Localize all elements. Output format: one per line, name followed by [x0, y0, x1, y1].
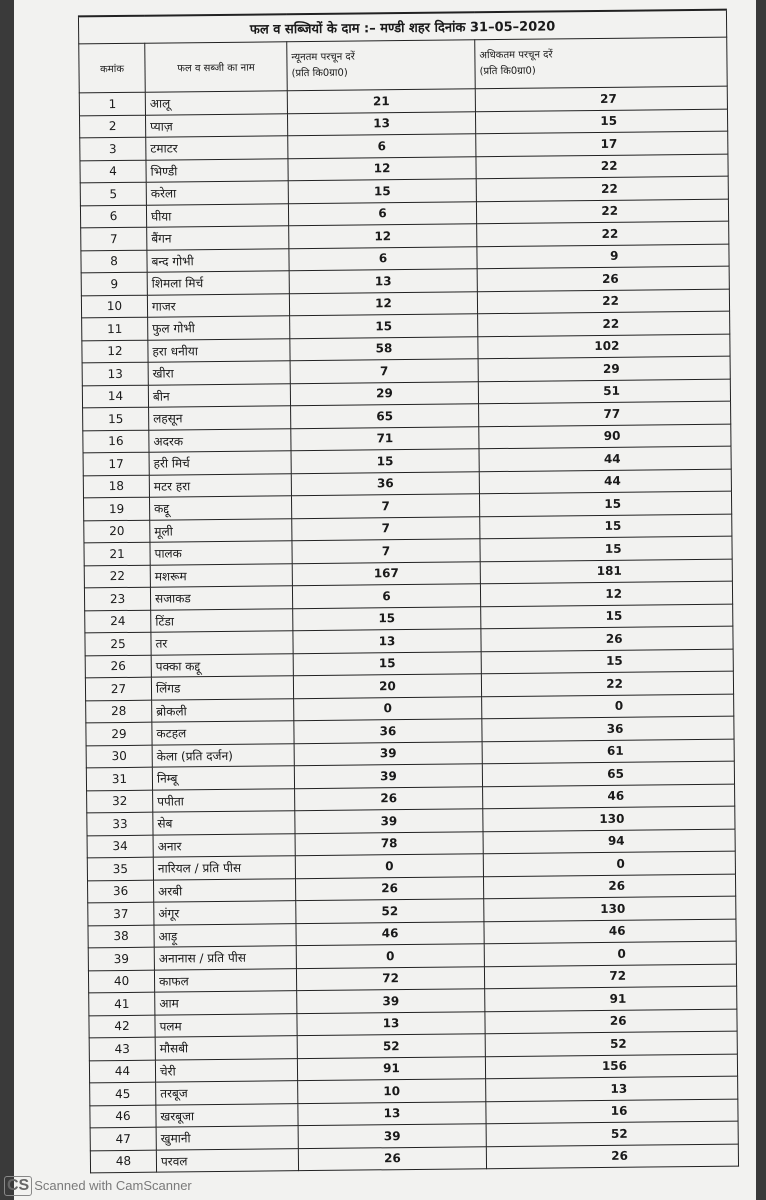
- serial-cell: 43: [89, 1037, 155, 1060]
- max-rate-cell: 91: [485, 986, 737, 1011]
- serial-cell: 26: [85, 655, 151, 678]
- item-name-cell: करेला: [146, 181, 288, 205]
- header-item-name: फल व सब्जी का नाम: [145, 42, 288, 92]
- serial-cell: 22: [84, 565, 150, 588]
- max-rate-cell: 46: [484, 919, 736, 944]
- serial-cell: 40: [88, 970, 154, 993]
- header-serial: कमांक: [79, 43, 146, 93]
- item-name-cell: प्याज़: [145, 113, 287, 137]
- max-rate-cell: 26: [481, 626, 733, 651]
- min-rate-cell: 20: [293, 674, 481, 698]
- min-rate-cell: 7: [291, 494, 479, 518]
- serial-cell: 44: [89, 1060, 155, 1083]
- max-rate-cell: 52: [486, 1121, 738, 1146]
- serial-cell: 9: [81, 272, 147, 295]
- min-rate-cell: 6: [292, 584, 480, 608]
- item-name-cell: आम: [155, 991, 297, 1015]
- item-name-cell: पलम: [155, 1013, 297, 1037]
- min-rate-cell: 167: [292, 561, 480, 585]
- item-name-cell: नारियल / प्रति पीस: [153, 856, 295, 880]
- max-rate-cell: 15: [480, 514, 732, 539]
- serial-cell: 10: [81, 295, 147, 318]
- max-rate-cell: 17: [476, 131, 728, 156]
- serial-cell: 46: [90, 1105, 156, 1128]
- item-name-cell: बीन: [148, 383, 290, 407]
- watermark-text: Scanned with CamScanner: [34, 1178, 192, 1193]
- item-name-cell: खीरा: [148, 361, 290, 385]
- header-max-rate: [475, 37, 727, 89]
- item-name-cell: मूली: [150, 518, 292, 542]
- serial-cell: 14: [82, 385, 148, 408]
- serial-cell: 47: [90, 1127, 156, 1150]
- min-rate-cell: 12: [289, 291, 477, 315]
- item-name-cell: लिंगड: [151, 676, 293, 700]
- max-rate-cell: 51: [478, 379, 730, 404]
- page-title: फल व सब्जियों के दाम :– मण्डी शहर दिनांक 31–05–2020: [78, 10, 726, 44]
- item-name-cell: गाजर: [147, 293, 289, 317]
- serial-cell: 37: [88, 902, 154, 925]
- item-name-cell: तर: [151, 631, 293, 655]
- item-name-cell: अरबी: [153, 878, 295, 902]
- serial-cell: 29: [86, 722, 152, 745]
- item-name-cell: टमाटर: [146, 136, 288, 160]
- serial-cell: 48: [90, 1150, 156, 1173]
- item-name-cell: अंगूर: [154, 901, 296, 925]
- item-name-cell: कटहल: [152, 721, 294, 745]
- item-name-cell: ब्रोकली: [152, 698, 294, 722]
- max-rate-cell: 156: [485, 1054, 737, 1079]
- serial-cell: 24: [85, 610, 151, 633]
- max-rate-cell: 22: [476, 154, 728, 179]
- serial-cell: 18: [83, 475, 149, 498]
- min-rate-cell: 39: [294, 741, 482, 765]
- max-rate-cell: 22: [478, 311, 730, 336]
- max-rate-cell: 22: [476, 199, 728, 224]
- item-name-cell: कद्दू: [149, 496, 291, 520]
- header-max-rate-line1: अधिकतम परचून दरें: [479, 49, 553, 62]
- max-rate-cell: 77: [479, 401, 731, 426]
- table-body: [79, 86, 738, 1173]
- item-name-cell: खुमानी: [156, 1126, 298, 1150]
- min-rate-cell: 71: [291, 426, 479, 450]
- item-name-cell: परवल: [156, 1148, 298, 1172]
- min-rate-cell: 13: [297, 1011, 485, 1035]
- min-rate-cell: 13: [298, 1101, 486, 1125]
- item-name-cell: सजाकड: [150, 586, 292, 610]
- serial-cell: 30: [86, 745, 152, 768]
- item-name-cell: बैंगन: [147, 226, 289, 250]
- item-name-cell: निम्बू: [152, 766, 294, 790]
- min-rate-cell: 7: [290, 359, 478, 383]
- min-rate-cell: 26: [295, 876, 483, 900]
- item-name-cell: आड़ू: [154, 923, 296, 947]
- item-name-cell: घीया: [146, 203, 288, 227]
- item-name-cell: फुल गोभी: [148, 316, 290, 340]
- min-rate-cell: 15: [293, 606, 481, 630]
- min-rate-cell: 13: [289, 269, 477, 293]
- max-rate-cell: 15: [480, 536, 732, 561]
- max-rate-cell: 22: [477, 221, 729, 246]
- max-rate-cell: 52: [485, 1031, 737, 1056]
- min-rate-cell: 15: [291, 449, 479, 473]
- item-name-cell: हरी मिर्च: [149, 451, 291, 475]
- max-rate-cell: 72: [484, 964, 736, 989]
- item-name-cell: बन्द गोभी: [147, 248, 289, 272]
- max-rate-cell: 181: [480, 559, 732, 584]
- min-rate-cell: 6: [289, 246, 477, 270]
- min-rate-cell: 39: [298, 1124, 486, 1148]
- serial-cell: 39: [88, 947, 154, 970]
- serial-cell: 23: [84, 587, 150, 610]
- item-name-cell: मशरूम: [150, 563, 292, 587]
- serial-cell: 17: [83, 452, 149, 475]
- serial-cell: 3: [80, 137, 146, 160]
- serial-cell: 45: [90, 1082, 156, 1105]
- max-rate-cell: 26: [486, 1144, 738, 1169]
- serial-cell: 4: [80, 160, 146, 183]
- max-rate-cell: 90: [479, 424, 731, 449]
- serial-cell: 2: [79, 115, 145, 138]
- max-rate-cell: 22: [477, 289, 729, 314]
- serial-cell: 11: [82, 317, 148, 340]
- max-rate-cell: 61: [482, 739, 734, 764]
- serial-cell: 15: [83, 407, 149, 430]
- header-row: [79, 37, 727, 93]
- serial-cell: 7: [81, 227, 147, 250]
- max-rate-cell: 0: [483, 851, 735, 876]
- max-rate-cell: 26: [483, 874, 735, 899]
- min-rate-cell: 0: [294, 696, 482, 720]
- serial-cell: 38: [88, 925, 154, 948]
- min-rate-cell: 36: [294, 719, 482, 743]
- item-name-cell: अनार: [153, 833, 295, 857]
- min-rate-cell: 91: [297, 1056, 485, 1080]
- max-rate-cell: 13: [486, 1076, 738, 1101]
- min-rate-cell: 36: [291, 471, 479, 495]
- min-rate-cell: 10: [298, 1079, 486, 1103]
- item-name-cell: आलू: [145, 91, 287, 115]
- max-rate-cell: 130: [484, 896, 736, 921]
- item-name-cell: पपीता: [153, 788, 295, 812]
- min-rate-cell: 21: [287, 89, 475, 113]
- serial-cell: 1: [79, 92, 145, 115]
- item-name-cell: चेरी: [155, 1058, 297, 1082]
- max-rate-cell: 44: [479, 446, 731, 471]
- serial-cell: 21: [84, 542, 150, 565]
- min-rate-cell: 39: [297, 989, 485, 1013]
- serial-cell: 28: [86, 700, 152, 723]
- price-sheet: [78, 9, 738, 1176]
- min-rate-cell: 0: [296, 944, 484, 968]
- serial-cell: 36: [88, 880, 154, 903]
- min-rate-cell: 78: [295, 831, 483, 855]
- min-rate-cell: 72: [296, 966, 484, 990]
- serial-cell: 41: [89, 992, 155, 1015]
- max-rate-cell: 22: [476, 176, 728, 201]
- min-rate-cell: 58: [290, 336, 478, 360]
- max-rate-cell: 44: [479, 469, 731, 494]
- min-rate-cell: 46: [296, 921, 484, 945]
- min-rate-cell: 65: [291, 404, 479, 428]
- serial-cell: 6: [80, 205, 146, 228]
- serial-cell: 25: [85, 632, 151, 655]
- max-rate-cell: 29: [478, 356, 730, 381]
- min-rate-cell: 7: [292, 516, 480, 540]
- min-rate-cell: 52: [296, 899, 484, 923]
- min-rate-cell: 6: [288, 201, 476, 225]
- max-rate-cell: 22: [481, 671, 733, 696]
- serial-cell: 19: [83, 497, 149, 520]
- max-rate-cell: 94: [483, 829, 735, 854]
- min-rate-cell: 7: [292, 539, 480, 563]
- serial-cell: 20: [84, 520, 150, 543]
- min-rate-cell: 12: [289, 224, 477, 248]
- serial-cell: 32: [87, 790, 153, 813]
- min-rate-cell: 39: [295, 809, 483, 833]
- max-rate-cell: 9: [477, 244, 729, 269]
- min-rate-cell: 15: [288, 179, 476, 203]
- item-name-cell: मौसबी: [155, 1036, 297, 1060]
- max-rate-cell: 65: [482, 761, 734, 786]
- serial-cell: 31: [86, 767, 152, 790]
- serial-cell: 27: [85, 677, 151, 700]
- header-min-rate-line2: (प्रति कि0ग्रा0): [291, 67, 348, 80]
- max-rate-cell: 26: [477, 266, 729, 291]
- min-rate-cell: 29: [290, 381, 478, 405]
- max-rate-cell: 102: [478, 334, 730, 359]
- item-name-cell: पालक: [150, 541, 292, 565]
- min-rate-cell: 13: [293, 629, 481, 653]
- item-name-cell: पक्का कद्दू: [151, 653, 293, 677]
- min-rate-cell: 12: [288, 156, 476, 180]
- item-name-cell: टिंडा: [151, 608, 293, 632]
- item-name-cell: भिण्डी: [146, 158, 288, 182]
- max-rate-cell: 16: [486, 1099, 738, 1124]
- max-rate-cell: 0: [482, 694, 734, 719]
- serial-cell: 42: [89, 1015, 155, 1038]
- min-rate-cell: 13: [287, 111, 475, 135]
- max-rate-cell: 26: [485, 1009, 737, 1034]
- min-rate-cell: 0: [295, 854, 483, 878]
- max-rate-cell: 130: [483, 806, 735, 831]
- item-name-cell: केला (प्रति दर्जन): [152, 743, 294, 767]
- min-rate-cell: 15: [290, 314, 478, 338]
- scanned-page: [14, 0, 756, 1200]
- min-rate-cell: 26: [298, 1146, 486, 1170]
- max-rate-cell: 15: [481, 604, 733, 629]
- item-name-cell: लहसून: [149, 406, 291, 430]
- header-min-rate-line1: न्यूनतम परचून दरें: [291, 51, 355, 64]
- item-name-cell: काफल: [154, 968, 296, 992]
- item-name-cell: अनानास / प्रति पीस: [154, 946, 296, 970]
- max-rate-cell: 46: [483, 784, 735, 809]
- serial-cell: 33: [87, 812, 153, 835]
- max-rate-cell: 12: [480, 581, 732, 606]
- max-rate-cell: 36: [482, 716, 734, 741]
- item-name-cell: हरा धनीया: [148, 338, 290, 362]
- price-table: [78, 9, 739, 1174]
- serial-cell: 16: [83, 430, 149, 453]
- min-rate-cell: 6: [288, 134, 476, 158]
- item-name-cell: अदरक: [149, 428, 291, 452]
- max-rate-cell: 27: [475, 86, 727, 111]
- max-rate-cell: 15: [481, 649, 733, 674]
- scanner-watermark: [4, 1176, 192, 1196]
- camscanner-logo: CS: [4, 1176, 32, 1196]
- min-rate-cell: 39: [294, 764, 482, 788]
- serial-cell: 34: [87, 835, 153, 858]
- header-min-rate: [287, 40, 476, 91]
- min-rate-cell: 26: [295, 786, 483, 810]
- max-rate-cell: 15: [479, 491, 731, 516]
- serial-cell: 5: [80, 182, 146, 205]
- item-name-cell: सेब: [153, 811, 295, 835]
- header-max-rate-line2: (प्रति कि0ग्रा0): [479, 65, 536, 78]
- max-rate-cell: 0: [484, 941, 736, 966]
- max-rate-cell: 15: [475, 109, 727, 134]
- min-rate-cell: 52: [297, 1034, 485, 1058]
- serial-cell: 35: [87, 857, 153, 880]
- item-name-cell: खरबूजा: [156, 1103, 298, 1127]
- serial-cell: 8: [81, 250, 147, 273]
- item-name-cell: मटर हरा: [149, 473, 291, 497]
- item-name-cell: शिमला मिर्च: [147, 271, 289, 295]
- serial-cell: 12: [82, 340, 148, 363]
- serial-cell: 13: [82, 362, 148, 385]
- item-name-cell: तरबूज: [156, 1081, 298, 1105]
- min-rate-cell: 15: [293, 651, 481, 675]
